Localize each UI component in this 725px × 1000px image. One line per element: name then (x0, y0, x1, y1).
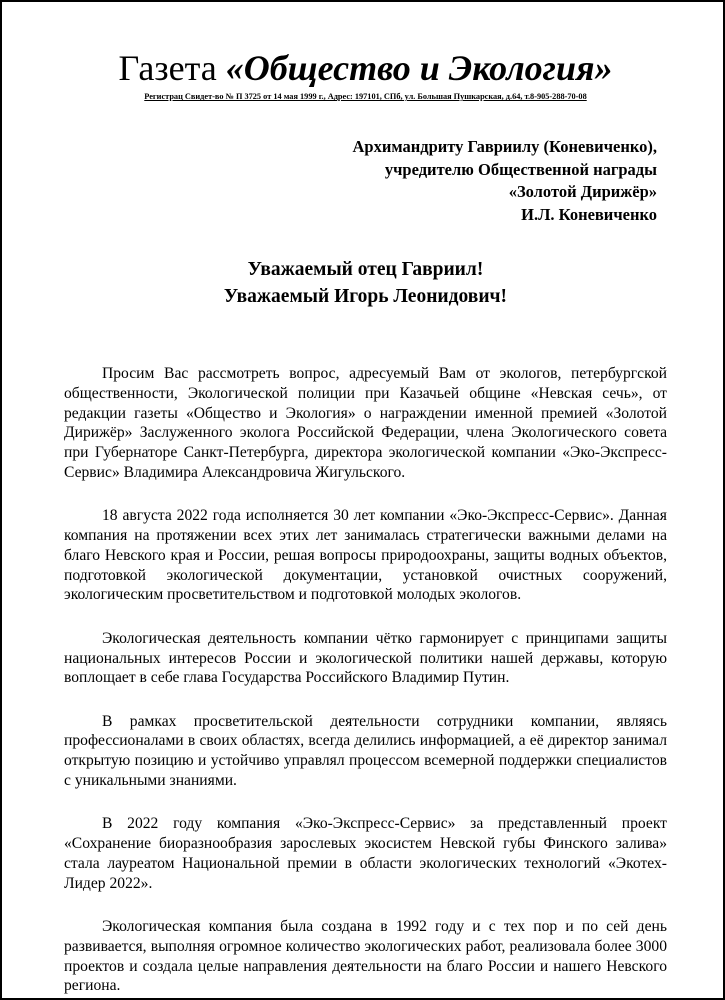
greeting-line-1: Уважаемый отец Гавриил! (247, 259, 484, 280)
addressee-line: Архимандриту Гавриилу (Коневиченко), (352, 137, 657, 156)
addressee-block (64, 136, 667, 226)
masthead-prefix: Газета (118, 48, 217, 88)
newspaper-name: «Общество и Экология» (225, 48, 613, 88)
registration-line: Регистрац Свидет-во № П 3725 от 14 мая 1999 г., Адрес: 197101, СПб, ул. Большая Пушкарская, д.64, т.8-905-288-70-08 (144, 92, 587, 101)
body-paragraph: В рамках просветительской деятельности сотрудники компании, являясь профессионалами в своих областях, всегда делились информацией, а её директор занимал открытую позицию и устойчиво управлял процессом всемерной поддержки специалистов с уникальными знаниями. (64, 712, 667, 790)
addressee-line: И.Л. Коневиченко (521, 204, 657, 224)
addressee-line: учредителю Общественной награды (384, 159, 657, 179)
body-paragraph: В 2022 году компания «Эко-Экспресс-Сервис» за представленный проект «Сохранение биоразнообразия зарослевых экосистем Невской губы Финского залива» стала лауреатом Национальной премии в области экологических технологий «Экотех-Лидер 2022». (64, 815, 667, 892)
body-paragraph: Экологическая деятельность компании чётко гармонирует с принципами защиты национальных интересов России и экологической политики нашей державы, которую воплощает в себе глава Государства Российского Владимир Путин. (64, 629, 667, 687)
addressee-line: «Золотой Дирижёр» (508, 182, 657, 201)
body-paragraph: 18 августа 2022 года исполняется 30 лет компании «Эко-Экспресс-Сервис». Данная компания на протяжении всех этих лет занималась стратегически важными делами на благо Невского края и России, решая вопросы природоохраны, защиты водных объектов, подготовкой экологической документации, установкой очистных сооружений, экологическим просветительством и подготовкой молодых экологов. (64, 507, 667, 604)
body-paragraph: Просим Вас рассмотреть вопрос, адресуемый Вам от экологов, петербургской общественности, Экологической полиции при Казачьей общине «Невская сечь», от редакции газеты «Общество и Экология» о награждении именной премией «Золотой Дирижёр» Заслуженного эколога Российской Федерации, члена Экологического совета при Губернаторе Санкт-Петербурга, директора экологической компании «Эко-Экспресс-Сервис» Владимира Александровича Жигульского. (64, 365, 667, 481)
greeting (64, 256, 667, 310)
newspaper-masthead (64, 46, 667, 90)
letter-body (64, 364, 667, 996)
greeting-line-2: Уважаемый Игорь Леонидович! (223, 286, 508, 307)
body-paragraph: Экологическая компания была создана в 1992 году и с тех пор и по сей день развивается, выполняя огромное количество экологических работ, реализовала более 3000 проектов и создала целые направления деятельности на благо России и нашего Невского региона. (64, 918, 667, 995)
